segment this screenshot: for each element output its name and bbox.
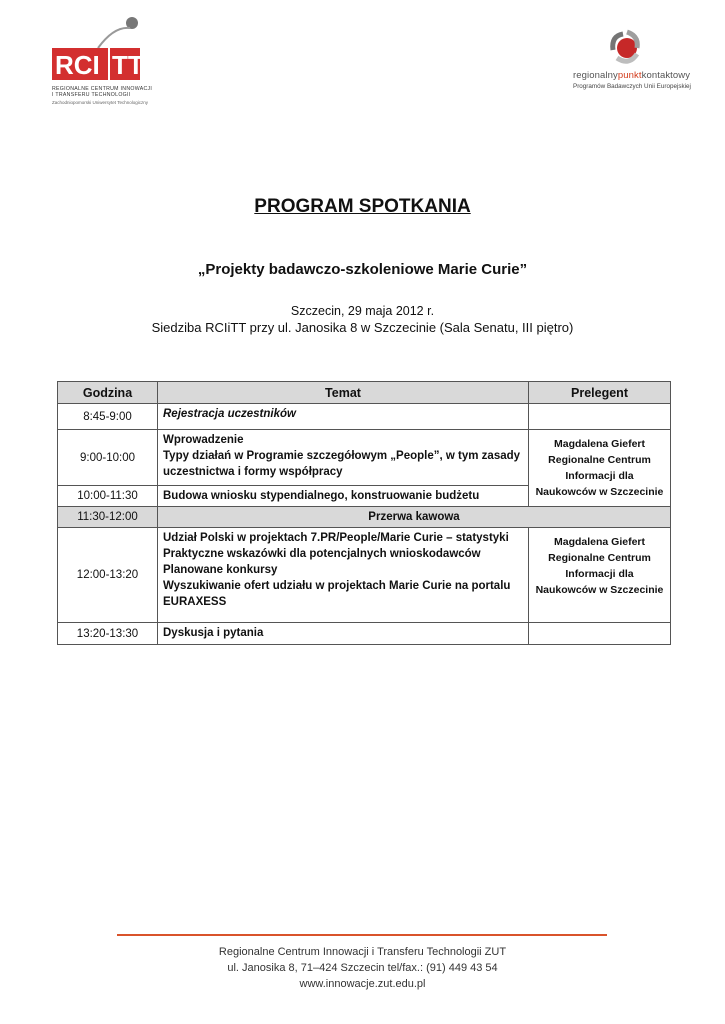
header-topic: Temat: [158, 382, 529, 404]
page-title: PROGRAM SPOTKANIA: [254, 196, 471, 217]
header-speaker: Prelegent: [529, 382, 671, 404]
rpk-logo: [565, 28, 700, 98]
table-row: [58, 623, 671, 645]
topic-line: Planowane konkursy: [163, 564, 278, 576]
speaker-name: Magdalena Giefert: [553, 438, 646, 450]
row-topic-text: Rejestracja uczestników: [163, 408, 296, 420]
agenda-table: [57, 381, 670, 645]
meeting-venue: Siedziba RCIiTT przy ul. Janosika 8 w Szczecinie (Sala Senatu, III piętro): [151, 320, 574, 335]
row-topic: Budowa wniosku stypendialnego, konstruowanie budżetu: [158, 486, 529, 507]
logo-left-line1: [52, 86, 152, 98]
row-topic: [158, 430, 529, 486]
page-subtitle: „Projekty badawczo-szkoleniowe Marie Curie”: [197, 261, 528, 278]
table-row: [58, 528, 671, 623]
row-time: 13:20-13:30: [58, 623, 158, 645]
topic-line: Udział Polski w projektach 7.PR/People/Marie Curie – statystyki: [163, 532, 509, 544]
table-row-break: [58, 507, 671, 528]
footer-line2: ul. Janosika 8, 71–424 Szczecin tel/fax.: (91) 449 43 54: [227, 962, 498, 974]
rpk-part2: punkt: [617, 70, 642, 81]
footer-website-link[interactable]: www.innowacje.zut.edu.pl: [299, 978, 426, 990]
footer-line1: Regionalne Centrum Innowacji i Transferu Technologii ZUT: [218, 946, 507, 958]
rciitt-logo: [52, 14, 172, 105]
header-time: Godzina: [58, 382, 158, 404]
topic-line: Wyszukiwanie ofert udziału w projektach Marie Curie na portalu EURAXESS: [163, 580, 511, 608]
logo-left-line3: Zachodniopomorski Uniwersytet Technologiczny: [52, 100, 148, 105]
footer: [0, 944, 725, 992]
row-time: 10:00-11:30: [58, 486, 158, 507]
table-row: [58, 430, 671, 486]
table-header-row: [58, 382, 671, 404]
row-time: 12:00-13:20: [58, 528, 158, 623]
rpk-logo-text: [573, 70, 690, 81]
rpk-part1: regionalny: [573, 70, 618, 81]
row-time: 11:30-12:00: [58, 507, 158, 528]
topic-line: Praktyczne wskazówki dla potencjalnych wnioskodawców: [163, 548, 481, 560]
speaker-name: Magdalena Giefert: [553, 536, 646, 548]
table-row: [58, 404, 671, 430]
row-topic: [158, 528, 529, 623]
rpk-emblem-icon: [607, 28, 647, 68]
meeting-date: Szczecin, 29 maja 2012 r.: [290, 304, 435, 318]
row-topic: [158, 404, 529, 430]
svg-text:RCI: RCI: [55, 50, 100, 80]
logo-swoosh-icon: [96, 22, 136, 50]
row-speaker-empty: [529, 623, 671, 645]
rpk-logo-sub: Programów Badawczych Unii Europejskiej: [573, 83, 691, 90]
svg-text:TT: TT: [112, 50, 144, 80]
row-time: 9:00-10:00: [58, 430, 158, 486]
topic-line: Typy działań w Programie szczegółowym „People”, w tym zasady uczestnictwa i formy współpracy: [163, 450, 521, 478]
row-topic: Dyskusja i pytania: [158, 623, 529, 645]
speaker-org: Regionalne Centrum Informacji dla Naukowców w Szczecinie: [535, 552, 664, 596]
speaker-cell-2: [529, 528, 671, 623]
row-time: 8:45-9:00: [58, 404, 158, 430]
footer-divider: [117, 934, 607, 936]
speaker-org: Regionalne Centrum Informacji dla Naukowców w Szczecinie: [535, 454, 664, 498]
row-topic: Przerwa kawowa: [158, 507, 671, 528]
logo-left-text2: I TRANSFERU TECHNOLOGII: [52, 92, 131, 98]
speaker-cell-1: [529, 430, 671, 507]
topic-line: Wprowadzenie: [163, 434, 244, 446]
rpk-part3: kontaktowy: [641, 70, 691, 81]
rci-logo-mark: [52, 48, 144, 80]
row-speaker-empty: [529, 404, 671, 430]
logo-left-text1: REGIONALNE CENTRUM INNOWACJI: [52, 86, 153, 92]
